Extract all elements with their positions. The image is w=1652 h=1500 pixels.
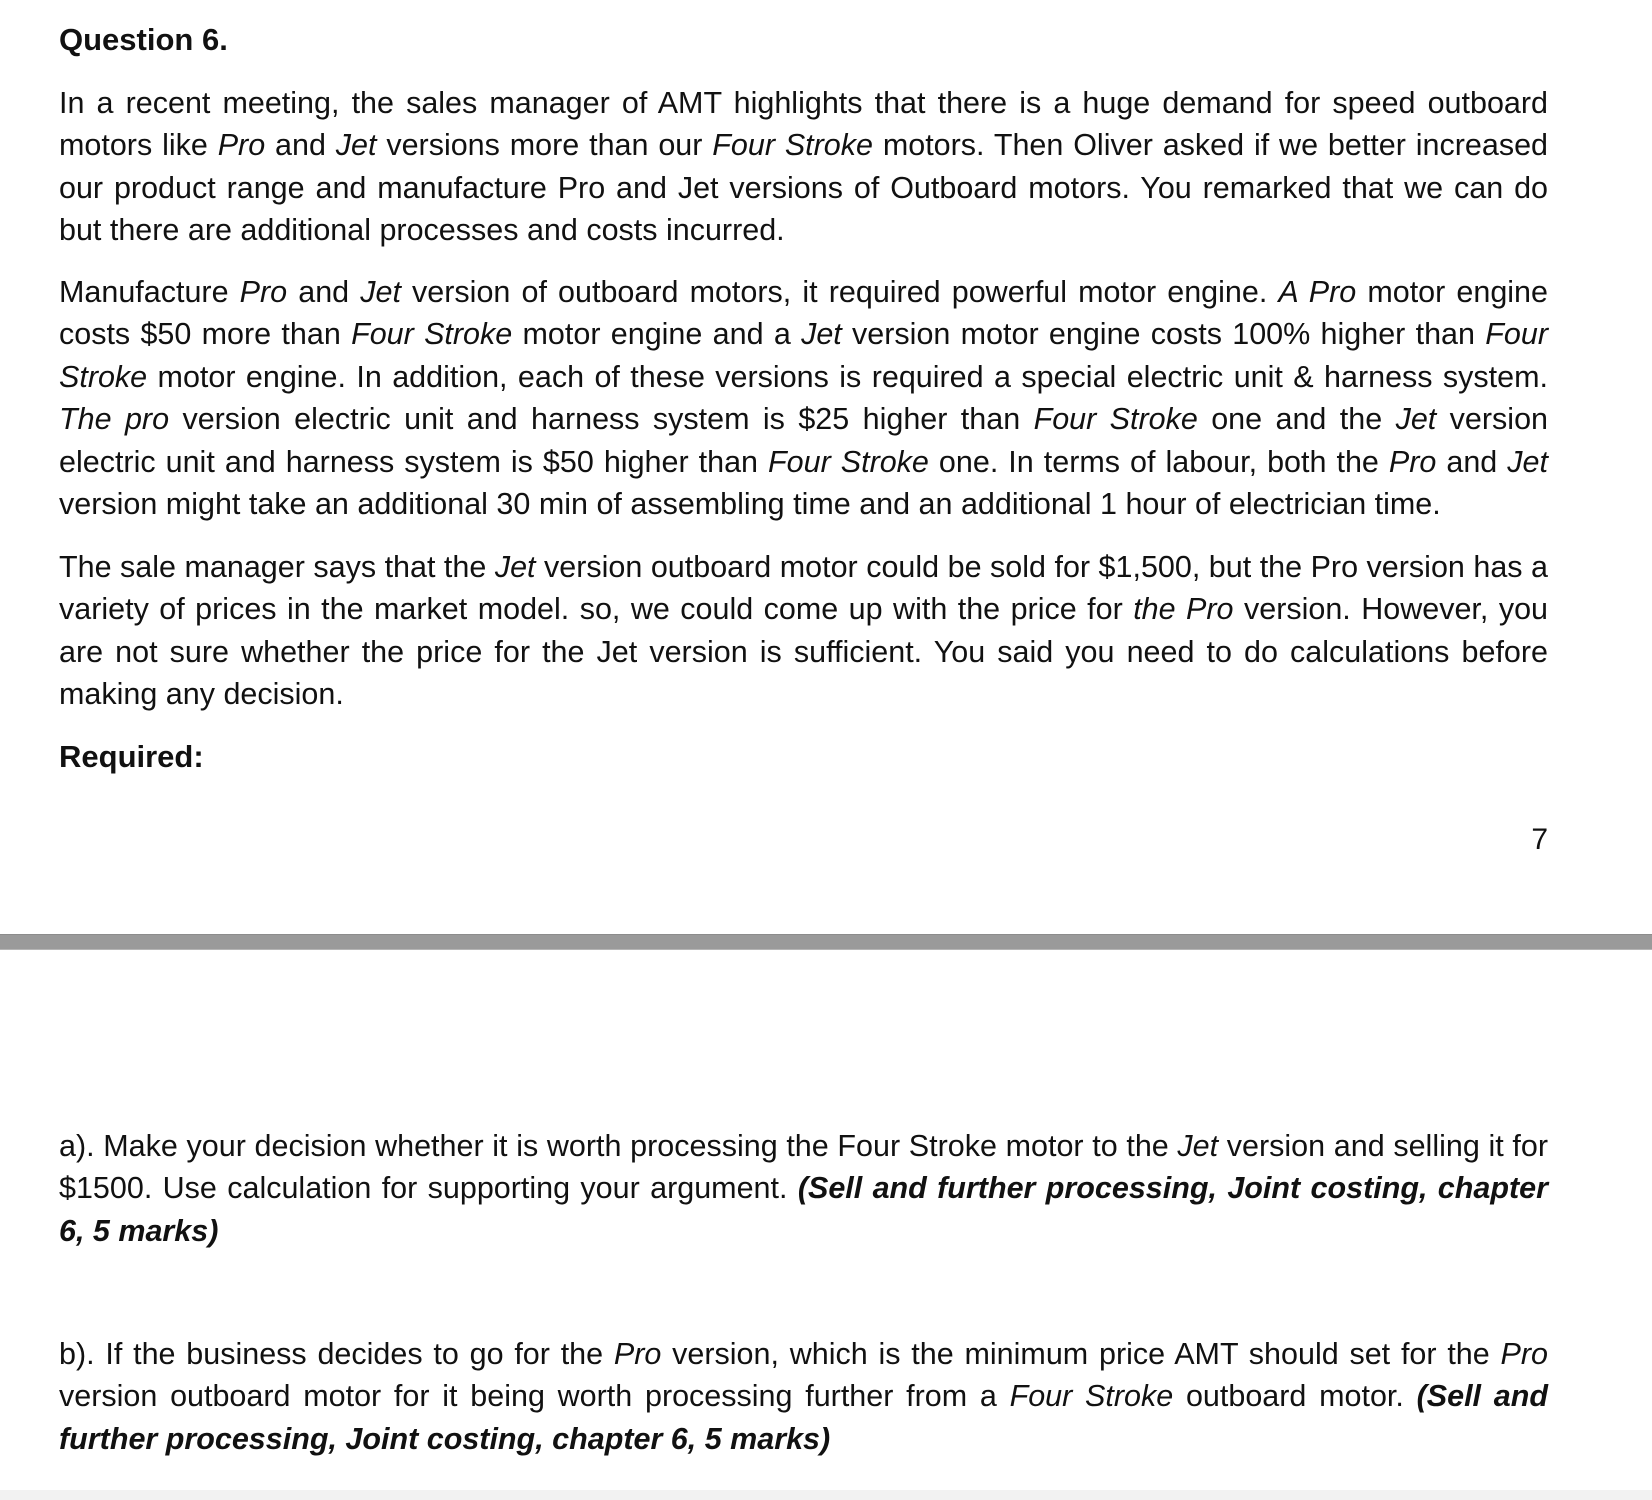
paragraph-pricing: The sale manager says that the Jet version outboard motor could be sold for $1,500, but the Pro version has a variety of prices in the market model. so, we could come up with the price for the Pro version. However, you are not sure whether the price for the Jet version is sufficient. You said you need to do calculations before making any decision. (59, 550, 1548, 712)
paragraph-intro: In a recent meeting, the sales manager of AMT highlights that there is a huge demand for speed outboard motors like Pro and Jet versions more than our Four Stroke motors. Then Oliver asked if we better increased our product range and manufacture Pro and Jet versions of Outboard motors. You remarked that we can do but there are additional processes and costs incurred. (59, 86, 1548, 248)
paragraph-costs: Manufacture Pro and Jet version of outboard motors, it required powerful motor engine. A Pro motor engine costs $50 more than Four Stroke motor engine and a Jet version motor engine costs 100% higher than Four Stroke motor engine. In addition, each of these versions is required a special electric unit & harness system. The pro version electric unit and harness system is $25 higher than Four Stroke one and the Jet version electric unit and harness system is $50 higher than Four Stroke one. In terms of labour, both the Pro and Jet version might take an additional 30 min of assembling time and an additional 1 hour of electrician time. (59, 275, 1548, 522)
page-number: 7 (1531, 823, 1548, 856)
part-b-marks: (Sell and further processing, Joint costing, chapter 6, 5 marks) (59, 1379, 1549, 1456)
question-part-a: a). Make your decision whether it is worth processing the Four Stroke motor to the Jet version and selling it for $1500. Use calculation for supporting your argument. (Sell and further processing, Joint costing, chapter 6, 5 marks) (59, 1129, 1548, 1248)
question-title: Question 6. (59, 22, 228, 57)
question-part-b: b). If the business decides to go for the Pro version, which is the minimum price AMT should set for the Pro version outboard motor for it being worth processing further from a Four Stroke outboard motor. (Sell and further processing, Joint costing, chapter 6, 5 marks) (59, 1337, 1549, 1456)
page-bottom-edge (0, 1490, 1652, 1500)
part-a-marks: (Sell and further processing, Joint costing, chapter 6, 5 marks) (59, 1171, 1548, 1248)
required-heading: Required: (59, 739, 204, 774)
page-separator (0, 934, 1652, 950)
